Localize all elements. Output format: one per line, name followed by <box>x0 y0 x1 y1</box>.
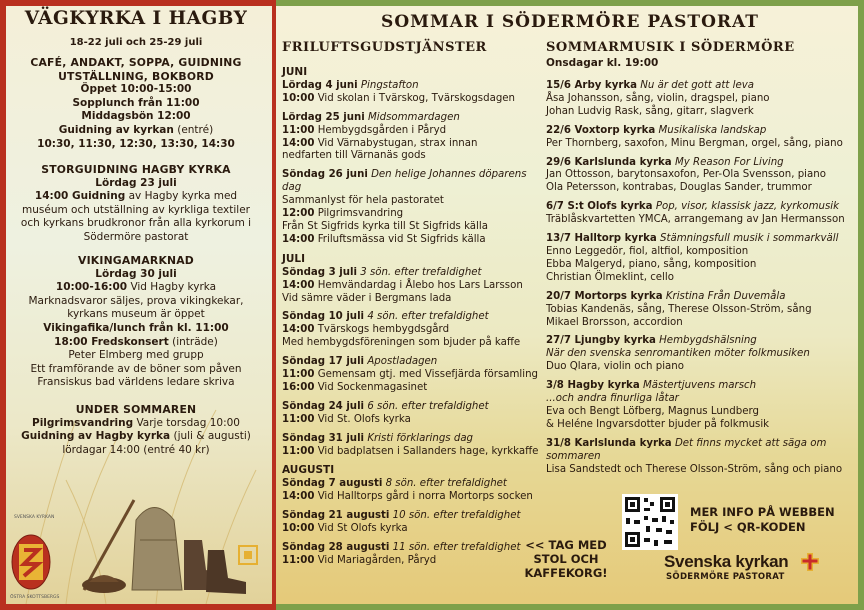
viking-line2: Marknadsvaror säljes, prova vikingkekar, <box>28 294 244 307</box>
event-note: Vid sämre väder i Bergmans lada <box>282 292 452 304</box>
storguidning-heading: STORGUIDNING HAGBY KYRKA <box>41 163 231 176</box>
brand-sub: SÖDERMÖRE PASTORAT <box>666 572 785 582</box>
event-time: 14:00 <box>282 324 315 336</box>
left-title: VÄGKYRKA I HAGBY <box>24 8 248 29</box>
storguidning-line3: och kyrkans brudkronor från alla kyrkorum i <box>20 217 252 230</box>
event-time: 11:00 <box>282 369 315 381</box>
event-item <box>282 267 540 306</box>
event-place: Friluftsmässa vid St Sigfrids källa <box>317 233 486 245</box>
qr-hint-line: FÖLJ < QR-KODEN <box>690 520 806 534</box>
event-time: 10:00 <box>282 92 315 104</box>
event-place: Vid Halltorps gård i norra Mortorps socken <box>317 491 533 503</box>
concert-performers: Jan Ottosson, barytonsaxofon, Per-Ola Svensson, piano <box>546 169 826 181</box>
event-time: 16:00 <box>282 381 315 393</box>
storguidning-date: Lördag 23 juli <box>95 176 177 189</box>
hagby-tour-time: lördagar 14:00 (entré 40 kr) <box>62 443 210 456</box>
concert-subtitle: När den svenska senromantiken möter folkmusiken <box>546 348 810 360</box>
concert-performers: Träblåskvartetten YMCA, arrangemang av Jan Hermansson <box>546 214 845 226</box>
concert-heading: 29/6 Karlslunda kyrka <box>546 156 672 168</box>
left-dates: 18-22 juli och 25-29 juli <box>69 37 203 48</box>
parish-seal-logo <box>10 520 52 592</box>
concert-performers: & Heléne Ingvarsdotter bjuder på folkmusik <box>546 418 770 430</box>
concert-title: Hembygdshälsning <box>659 335 757 347</box>
hagby-tour-label: Guidning av Hagby kyrka <box>21 430 171 443</box>
concert-performers: Ola Petersson, kontrabas, Douglas Sander, trummor <box>546 182 812 194</box>
concert-performers: Tobias Kandenäs, sång, Therese Olsson-Ström, sång <box>546 303 812 315</box>
cta-line: STOL OCH <box>533 552 599 566</box>
event-date: Söndag 28 augusti <box>282 542 390 553</box>
event-name: 11 sön. efter trefaldighet <box>392 542 521 553</box>
event-name: 8 sön. efter trefaldighet <box>385 478 507 490</box>
concert-title: My Reason For Living <box>674 156 784 168</box>
event-item <box>282 356 540 395</box>
concert-title: Det finns mycket att säga om sommaren <box>546 437 827 462</box>
qr-code[interactable] <box>622 494 678 550</box>
event-date: Söndag 21 augusti <box>282 510 390 522</box>
concert-title: Kristina Från Duvemåla <box>665 290 786 302</box>
event-date: Söndag 3 juli <box>282 266 357 278</box>
pilgrim-label: Pilgrimsvandring <box>32 416 134 429</box>
event-item <box>282 112 540 164</box>
event-date: Söndag 31 juli <box>282 432 365 444</box>
event-place: Vid St. Olofs kyrka <box>317 413 411 425</box>
summer-music-list <box>546 80 856 482</box>
concert-item <box>546 125 856 151</box>
seal-caption-top: SVENSKA KYRKAN <box>14 515 55 520</box>
concert-heading: 3/8 Hagby kyrka <box>546 380 640 392</box>
concert-heading: 6/7 S:t Olofs kyrka <box>546 201 653 213</box>
event-place: Vid badplatsen i Sallanders hage, kyrkkaffe <box>317 445 539 457</box>
viking-heading: VIKINGAMARKNAD <box>78 254 194 267</box>
cafe-heading: CAFÉ, ANDAKT, SOPPA, GUIDNING <box>30 56 242 69</box>
concert-line3: Fransiskus bad världens ledare skriva <box>37 376 235 389</box>
guided-tour-label: Guidning av kyrkan <box>58 123 174 136</box>
event-time: 14:00 <box>282 233 315 245</box>
concert-heading: 22/6 Voxtorp kyrka <box>546 124 656 136</box>
hagby-tour-note: (juli & augusti) <box>173 430 251 443</box>
event-name: 3 sön. efter trefaldighet <box>360 266 482 278</box>
viking-section <box>10 254 262 390</box>
concert-performers: Mikael Brorsson, accordion <box>546 316 683 328</box>
concert-title: Nu är det gott att leva <box>640 80 754 91</box>
concert-item <box>546 80 856 119</box>
event-item <box>282 433 540 459</box>
concert-title: Musikaliska landskap <box>658 124 767 136</box>
event-item <box>282 169 540 246</box>
outdoor-services-list <box>282 66 540 574</box>
event-name: Midsommardagen <box>367 111 460 123</box>
storguidning-line2: muséum och utställning av kyrkliga textiler <box>22 203 250 216</box>
col1-title: FRILUFTSGUDSTJÄNSTER <box>282 40 487 55</box>
event-note: nedfarten till Värnanäs gods <box>282 150 426 162</box>
storguidning-section <box>10 163 262 245</box>
concert-performers: Duo Qlara, violin och piano <box>546 361 684 373</box>
concert-heading: 15/6 Arby kyrka <box>546 80 638 91</box>
concert-title: Mästertjuvens marsch <box>642 380 757 392</box>
event-note: Sammanlyst för hela pastoratet <box>282 195 444 207</box>
event-time: 14:00 <box>282 491 315 503</box>
summer-section <box>10 403 262 457</box>
pilgrim-time: Varje torsdag 10:00 <box>136 416 240 429</box>
peace-concert-note: (inträde) <box>172 335 218 348</box>
event-place: Vid St Olofs kyrka <box>317 523 408 535</box>
viking-place: Vid Hagby kyrka <box>130 281 217 294</box>
event-time: 10:00 <box>282 523 315 535</box>
concert-heading: 13/7 Halltorp kyrka <box>546 233 657 245</box>
event-place: Tvärskogs hembygdsgård <box>317 324 450 336</box>
event-date: Söndag 17 juli <box>282 356 365 368</box>
event-note: Från St Sigfrids kyrka till St Sigfrids källa <box>282 220 488 232</box>
viking-time: 10:00-16:00 <box>55 281 128 294</box>
concert-performers: Johan Ludvig Rask, sång, gitarr, slagverk <box>546 105 754 117</box>
concert-item <box>546 201 856 227</box>
event-item <box>282 311 540 350</box>
concert-item <box>546 335 856 374</box>
brand-name: Svenska kyrkan <box>664 552 789 571</box>
event-place: Vid skolan i Tvärskog, Tvärskogsdagen <box>317 92 516 104</box>
concert-item <box>546 157 856 196</box>
open-hours: Öppet 10:00-15:00 <box>80 83 192 96</box>
viking-line3: kyrkans museum är öppet <box>67 308 205 321</box>
storguidning-line4: Södermöre pastorat <box>83 230 189 243</box>
event-time: 11:00 <box>282 554 315 566</box>
cross-icon <box>800 552 820 572</box>
event-place: Gemensam gtj. med Vissefjärda församling <box>317 369 539 381</box>
cta-line: KAFFEKORG! <box>524 566 608 580</box>
event-place: Pilgrimsvandring <box>317 208 404 220</box>
bring-chair-note <box>520 538 612 580</box>
event-name: 10 sön. efter trefaldighet <box>392 510 521 522</box>
event-time: 12:00 <box>282 208 315 220</box>
concert-performers: Ebba Malgeryd, piano, sång, komposition <box>546 258 757 270</box>
ornament-icon <box>238 545 258 565</box>
concert-heading: 20/7 Mortorps kyrka <box>546 290 663 302</box>
event-name: 6 sön. efter trefaldighet <box>367 400 489 412</box>
concert-title: Stämningsfull musik i sommarkväll <box>660 233 839 245</box>
web-info-line: MER INFO PÅ WEBBEN <box>690 505 835 519</box>
cafe-section <box>10 56 262 151</box>
summer-heading: UNDER SOMMAREN <box>75 403 197 416</box>
concert-subtitle: ...och andra finurliga låtar <box>546 393 679 405</box>
event-date: Söndag 7 augusti <box>282 478 383 490</box>
concert-line2: Ett framförande av de böner som påven <box>30 362 242 375</box>
guided-tour-times: 10:30, 11:30, 12:30, 13:30, 14:30 <box>37 137 235 150</box>
storguidning-text: av Hagby kyrka med <box>128 190 238 203</box>
backpack-boots-illustration <box>74 470 274 600</box>
concert-line1: Peter Elmberg med grupp <box>68 349 204 362</box>
event-time: 11:00 <box>282 124 315 136</box>
event-place: Vid Värnabystugan, strax innan <box>317 137 478 149</box>
month-june: JUNI <box>282 66 308 78</box>
event-place: Hembygdsgården i Påryd <box>317 124 447 136</box>
event-time: 14:00 <box>282 137 315 149</box>
event-note: Med hembygdsföreningen som bjuder på kaffe <box>282 337 521 349</box>
concert-performers: Per Thornberg, saxofon, Minu Bergman, orgel, sång, piano <box>546 137 843 149</box>
concert-performers: Enno Leggedör, fiol, altfiol, komposition <box>546 245 749 257</box>
event-place: Hemvändardag i Ålebo hos Lars Larsson <box>317 279 523 291</box>
event-time: 11:00 <box>282 445 315 457</box>
event-name: Pingstafton <box>360 79 419 91</box>
event-item <box>282 542 540 568</box>
concert-performers: Eva och Bengt Löfberg, Magnus Lundberg <box>546 405 759 417</box>
event-item <box>282 510 540 536</box>
concert-performers: Christian Ölmeklint, cello <box>546 271 674 283</box>
main-title: SOMMAR I SÖDERMÖRE PASTORAT <box>381 12 759 32</box>
event-date: Söndag 10 juli <box>282 311 365 323</box>
exhibition-heading: UTSTÄLLNING, BOKBORD <box>58 69 214 83</box>
concert-performers: Åsa Johansson, sång, violin, dragspel, piano <box>546 92 770 104</box>
cta-line: << TAG MED <box>525 538 607 552</box>
event-date: Söndag 24 juli <box>282 400 365 412</box>
event-item <box>282 401 540 427</box>
event-item <box>282 80 540 106</box>
viking-date: Lördag 30 juli <box>95 267 177 280</box>
web-info <box>690 505 835 535</box>
event-time: 14:00 <box>282 279 315 291</box>
concert-title: Pop, visor, klassisk jazz, kyrkomusik <box>655 201 840 213</box>
event-date: Lördag 4 juni <box>282 79 358 91</box>
event-place: Vid Mariagården, Påryd <box>317 554 437 566</box>
event-item <box>282 478 540 504</box>
event-date: Söndag 26 juni <box>282 169 368 181</box>
seal-caption-bottom: ÖSTRA SKOTTSBERGS <box>10 595 60 600</box>
event-name: Kristi förklarings dag <box>367 432 474 444</box>
event-name: Apostladagen <box>367 356 438 368</box>
event-place: Vid Sockenmagasinet <box>317 381 428 393</box>
concert-item <box>546 233 856 285</box>
concert-item <box>546 291 856 330</box>
event-time: 11:00 <box>282 413 315 425</box>
midday-prayer: Middagsbön 12:00 <box>81 110 191 123</box>
soup-lunch: Sopplunch från 11:00 <box>72 96 200 109</box>
concert-item <box>546 438 856 477</box>
event-name: Den helige Johannes döparens dag <box>282 169 527 194</box>
viking-fika: Vikingafika/lunch från kl. 11:00 <box>43 321 229 334</box>
event-name: 4 sön. efter trefaldighet <box>367 311 489 323</box>
music-subtitle: Onsdagar kl. 19:00 <box>546 57 659 69</box>
concert-heading: 27/7 Ljungby kyrka <box>546 335 656 347</box>
month-august: AUGUSTI <box>282 464 335 477</box>
month-july: JULI <box>282 252 306 265</box>
guided-tour-note: (entré) <box>177 123 214 136</box>
concert-heading: 31/8 Karlslunda kyrka <box>546 437 672 449</box>
peace-concert: 18:00 Fredskonsert <box>54 335 169 348</box>
storguidning-time: 14:00 Guidning <box>34 190 126 203</box>
event-date: Lördag 25 juni <box>282 111 365 123</box>
concert-performers: Lisa Sandstedt och Therese Olsson-Ström, sång och piano <box>546 463 843 475</box>
concert-item <box>546 380 856 432</box>
col2-title: SOMMARMUSIK I SÖDERMÖRE <box>546 40 795 55</box>
